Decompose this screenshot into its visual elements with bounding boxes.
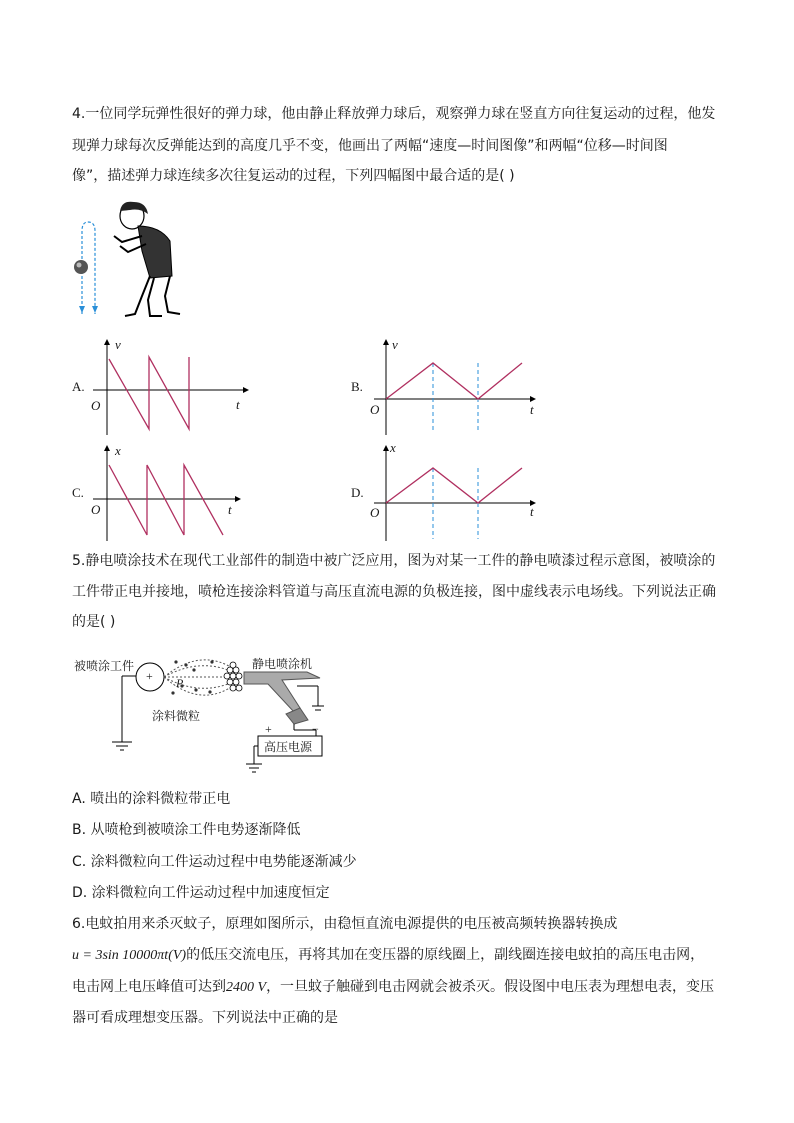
graph-d-y-axis-label: x <box>390 440 396 455</box>
workpiece-label: 被喷涂工件 <box>74 659 135 673</box>
q6-text-line-1: 6.电蚊拍用来杀灭蚊子，原理如图所示，由稳恒直流电源提供的电压被高频转换器转换成 <box>72 916 618 932</box>
q4-text-line-1: 4.一位同学玩弹性很好的弹力球，他由静止释放弹力球后，观察弹力球在竖直方向往复运动的过程，他发 <box>72 106 716 122</box>
graph-a <box>85 337 265 437</box>
particle-label: 涂料微粒 <box>152 709 201 723</box>
q5-text-line-3: 的是( ) <box>72 614 116 630</box>
graph-a-origin: O <box>91 398 101 413</box>
q4-text-line-3: 像”，描述弹力球连续多次往复运动的过程，下列四幅图中最合适的是( ) <box>72 168 515 184</box>
q5-option-c: C. 涂料微粒向工件运动过程中电势能逐渐减少 <box>72 854 357 870</box>
graph-a-y-axis-label: v <box>115 337 121 352</box>
q5-option-b: B. 从喷枪到被喷涂工件电势逐渐降低 <box>72 822 301 838</box>
q6-line3-post: ，一旦蚊子触碰到电击网就会被杀灭。假设图中电压表为理想电表，变压 <box>266 979 715 995</box>
q4-text-line-2: 现弹力球每次反弹能达到的高度几乎不变，他画出了两幅“速度—时间图像”和两幅“位移—时间图 <box>72 138 668 154</box>
graph-c-label: C. <box>72 485 84 500</box>
power-supply-label: 高压电源 <box>264 740 313 754</box>
q6-formula: u = 3sin 10000πt(V) <box>72 948 187 963</box>
graph-d-label: D. <box>351 485 364 500</box>
q5-text-line-1: 5.静电喷涂技术在现代工业部件的制造中被广泛应用，图为对某一工件的静电喷漆过程示意图，被喷涂的 <box>72 553 716 569</box>
workpiece-plus-sign: + <box>146 669 153 683</box>
bouncing-ball-illustration <box>70 196 190 326</box>
graph-c-x-axis-label: t <box>228 502 232 517</box>
q6-peak-value: 2400 V <box>226 980 267 995</box>
graph-d-x-axis-label: t <box>530 504 534 519</box>
graph-c-origin: O <box>91 502 101 517</box>
graph-a-x-axis-label: t <box>236 397 240 412</box>
graph-a-label: A. <box>72 379 85 394</box>
point-p-label: P <box>176 676 184 690</box>
q5-text-line-2: 工件带正电并接地，喷枪连接涂料管道与高压直流电源的负极连接，图中虚线表示电场线。下列说法正确 <box>72 584 716 600</box>
q5-option-a: A. 喷出的涂料微粒带正电 <box>72 791 231 807</box>
graph-b-origin: O <box>370 402 380 417</box>
graph-b-y-axis-label: v <box>392 337 398 352</box>
graph-c <box>85 443 265 543</box>
q6-text-line-2-rest: 的低压交流电压，再将其加在变压器的原线圈上，副线圈连接电蚊拍的高压电击网， <box>186 947 705 963</box>
spray-gun-label: 静电喷涂机 <box>252 657 313 671</box>
graph-b <box>364 337 544 437</box>
graph-d <box>364 443 544 543</box>
power-minus-sign: − <box>312 722 319 736</box>
q6-line3-pre: 电击网上电压峰值可达到 <box>72 979 226 995</box>
graph-b-x-axis-label: t <box>530 402 534 417</box>
graph-b-label: B. <box>351 379 363 394</box>
q6-text-line-3 <box>72 977 714 998</box>
power-plus-sign: + <box>265 722 272 736</box>
q6-text-line-4: 器可看成理想变压器。下列说法中正确的是 <box>72 1010 338 1026</box>
q5-option-d: D. 涂料微粒向工件运动过程中加速度恒定 <box>72 885 330 901</box>
graph-c-y-axis-label: x <box>115 443 121 458</box>
q6-text-line-2 <box>72 945 704 966</box>
graph-d-origin: O <box>370 505 380 520</box>
